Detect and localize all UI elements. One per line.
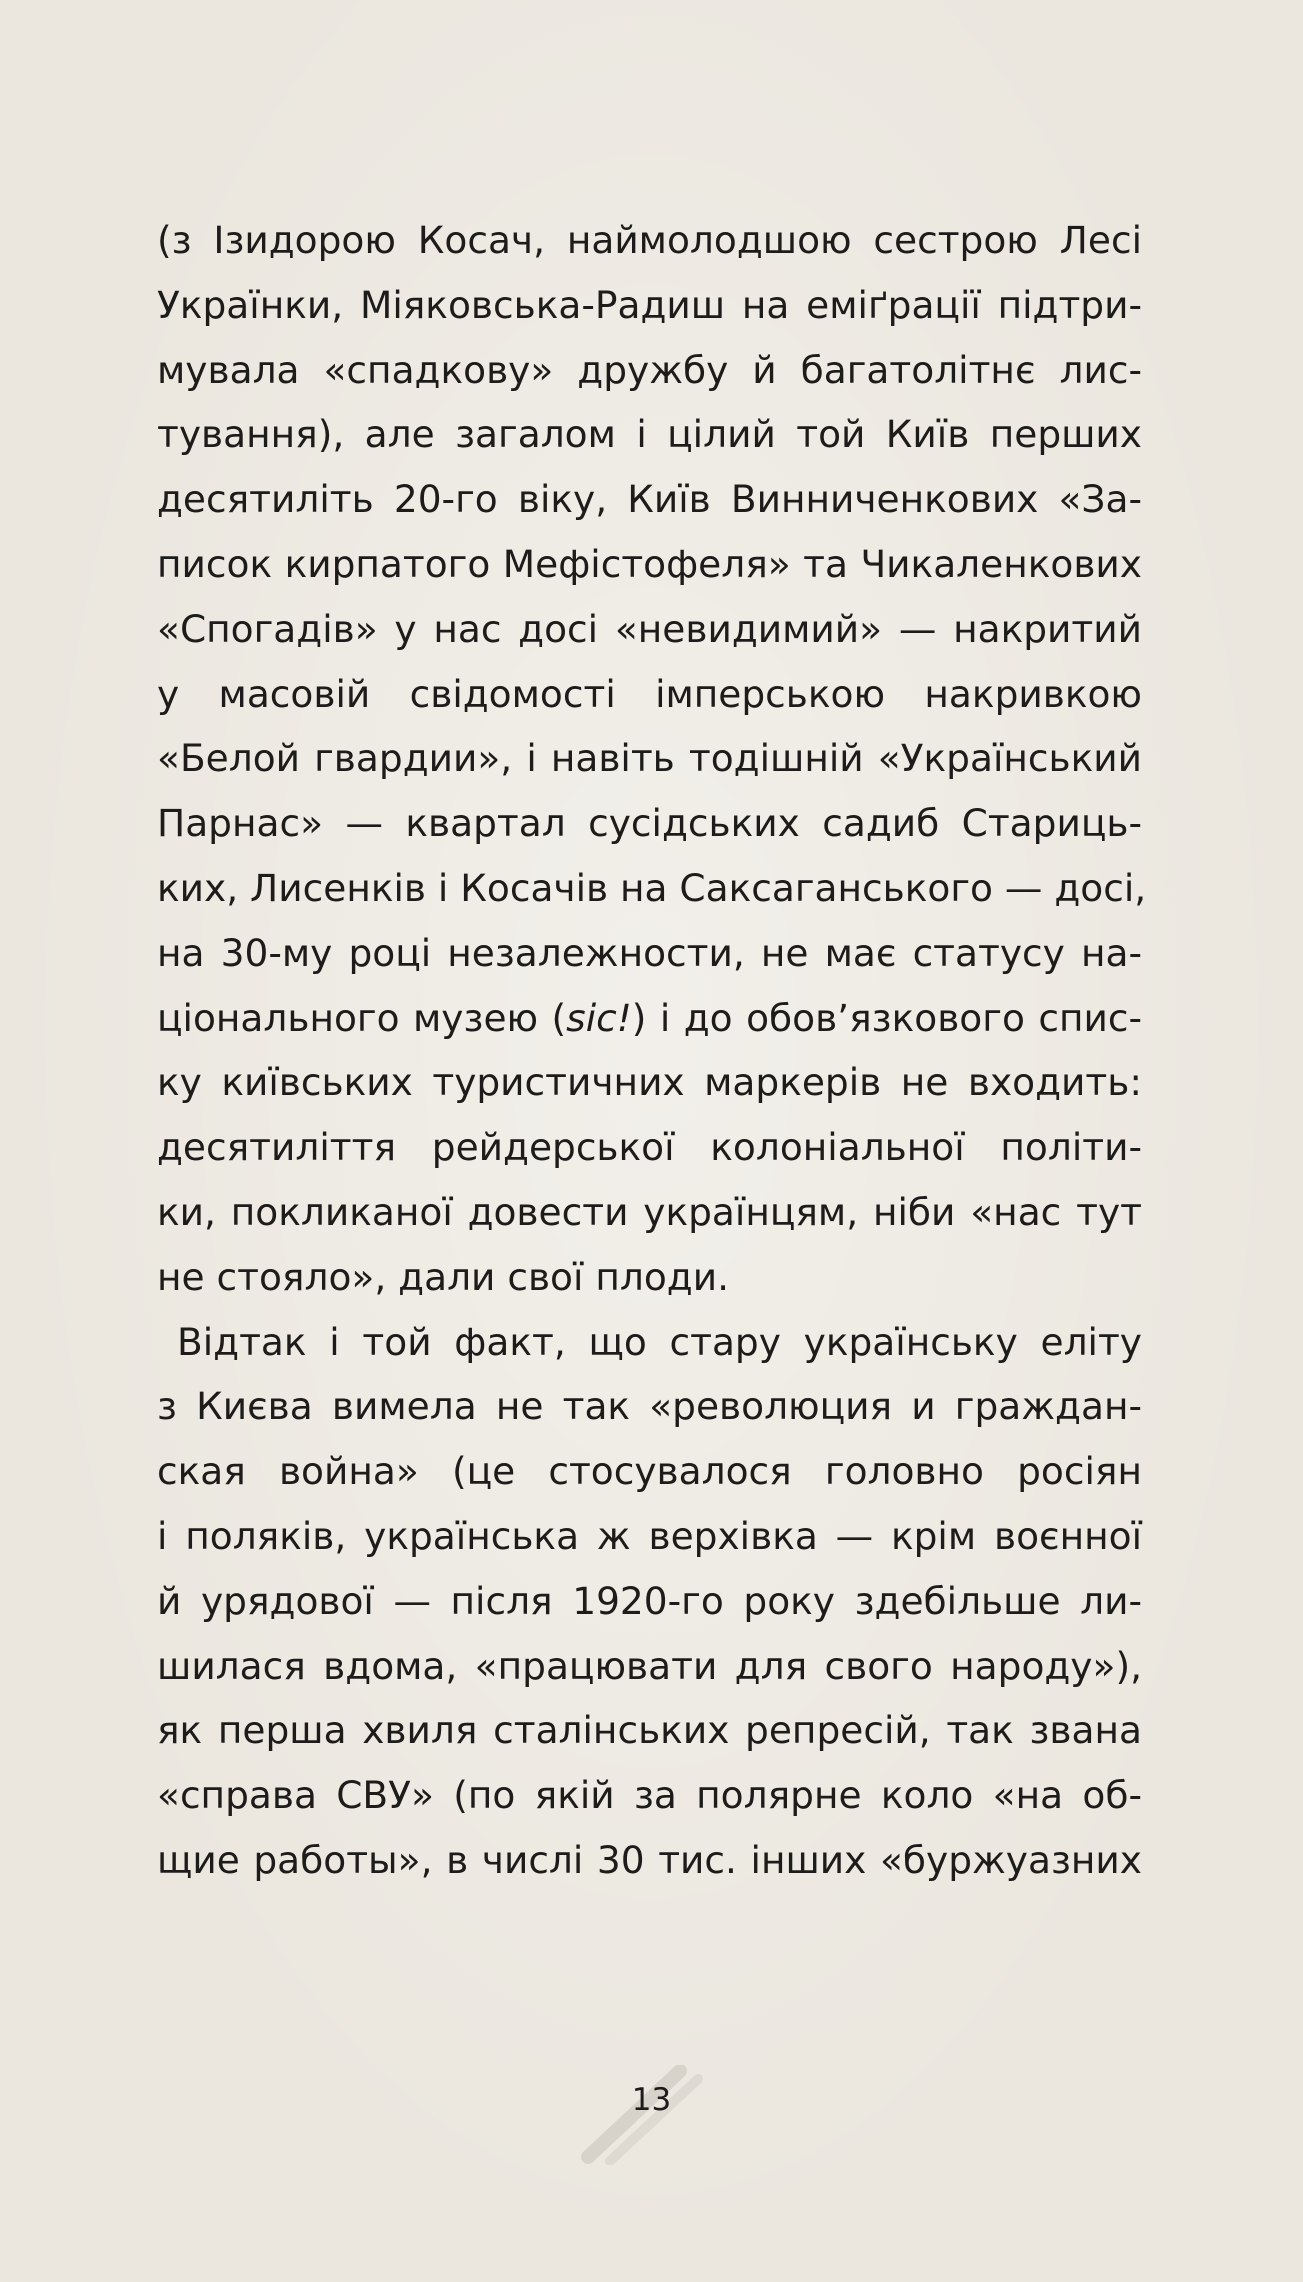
text-line: ки, покликаної довести українцям, ніби «нас тут xyxy=(157,1189,1142,1234)
text-line: ких, Лисенків і Косачів на Саксаганського — досі, xyxy=(157,865,1147,910)
text-line: «Белой гвардии», і навіть тодішній «Український xyxy=(157,736,1142,781)
text-line: писок кирпатого Мефістофеля» та Чикаленкових xyxy=(157,541,1142,586)
text-line: тування), але загалом і цілий той Київ перших xyxy=(157,412,1142,457)
text-line: Парнас» — квартал сусідських садиб Стариць- xyxy=(157,801,1142,846)
text-line: й урядової — після 1920-го року здебільше ли- xyxy=(157,1578,1142,1623)
text-line: у масовій свідомості імперською накривкою xyxy=(157,671,1142,716)
text-line: «справа СВУ» (по якій за полярне коло «на об- xyxy=(157,1773,1142,1818)
text-line: десятиліть 20-го віку, Київ Винниченкових «За- xyxy=(157,477,1142,522)
text-line: (з Ізидорою Косач, наймолодшою сестрою Лесі xyxy=(157,218,1142,262)
text-line: і поляків, українська ж верхівка — крім воєнної xyxy=(157,1513,1142,1558)
sic-after: ) і до обов’язкового спис- xyxy=(631,995,1142,1040)
text-line: як перша хвиля сталінських репресій, так звана xyxy=(157,1708,1142,1753)
text-line: десятиліття рейдерської колоніальної політи- xyxy=(157,1125,1142,1170)
sic-before: ціонального музею ( xyxy=(157,995,567,1040)
text-line: на 30-му році незалежности, не має статусу на- xyxy=(157,930,1142,975)
text-line-paragraph-end: не стояло», дали свої плоди. xyxy=(157,1254,729,1299)
sic-italic: sic! xyxy=(566,995,632,1040)
text-line: ку київських туристичних маркерів не входить: xyxy=(157,1060,1142,1105)
page-number: 13 xyxy=(631,2082,672,2118)
text-line: «Спогадів» у нас досі «невидимий» — накритий xyxy=(157,606,1142,651)
text-line: Українки, Міяковська-Радиш на еміґрації підтри- xyxy=(157,282,1142,327)
body-text xyxy=(157,208,1147,1893)
text-line: щие работы», в числі 30 тис. інших «буржуазних xyxy=(157,1837,1142,1882)
text-line-sic xyxy=(157,986,1142,1051)
text-line: шилася вдома, «працювати для свого народу»), xyxy=(157,1643,1142,1688)
text-line: ская война» (це стосувалося головно росіян xyxy=(157,1449,1142,1494)
text-line: мувала «спадкову» дружбу й багатолітнє лис- xyxy=(157,347,1142,392)
text-line-paragraph-start: Відтак і той факт, що стару українську еліту xyxy=(177,1319,1142,1364)
text-line: з Києва вимела не так «революция и граждан- xyxy=(157,1384,1142,1429)
